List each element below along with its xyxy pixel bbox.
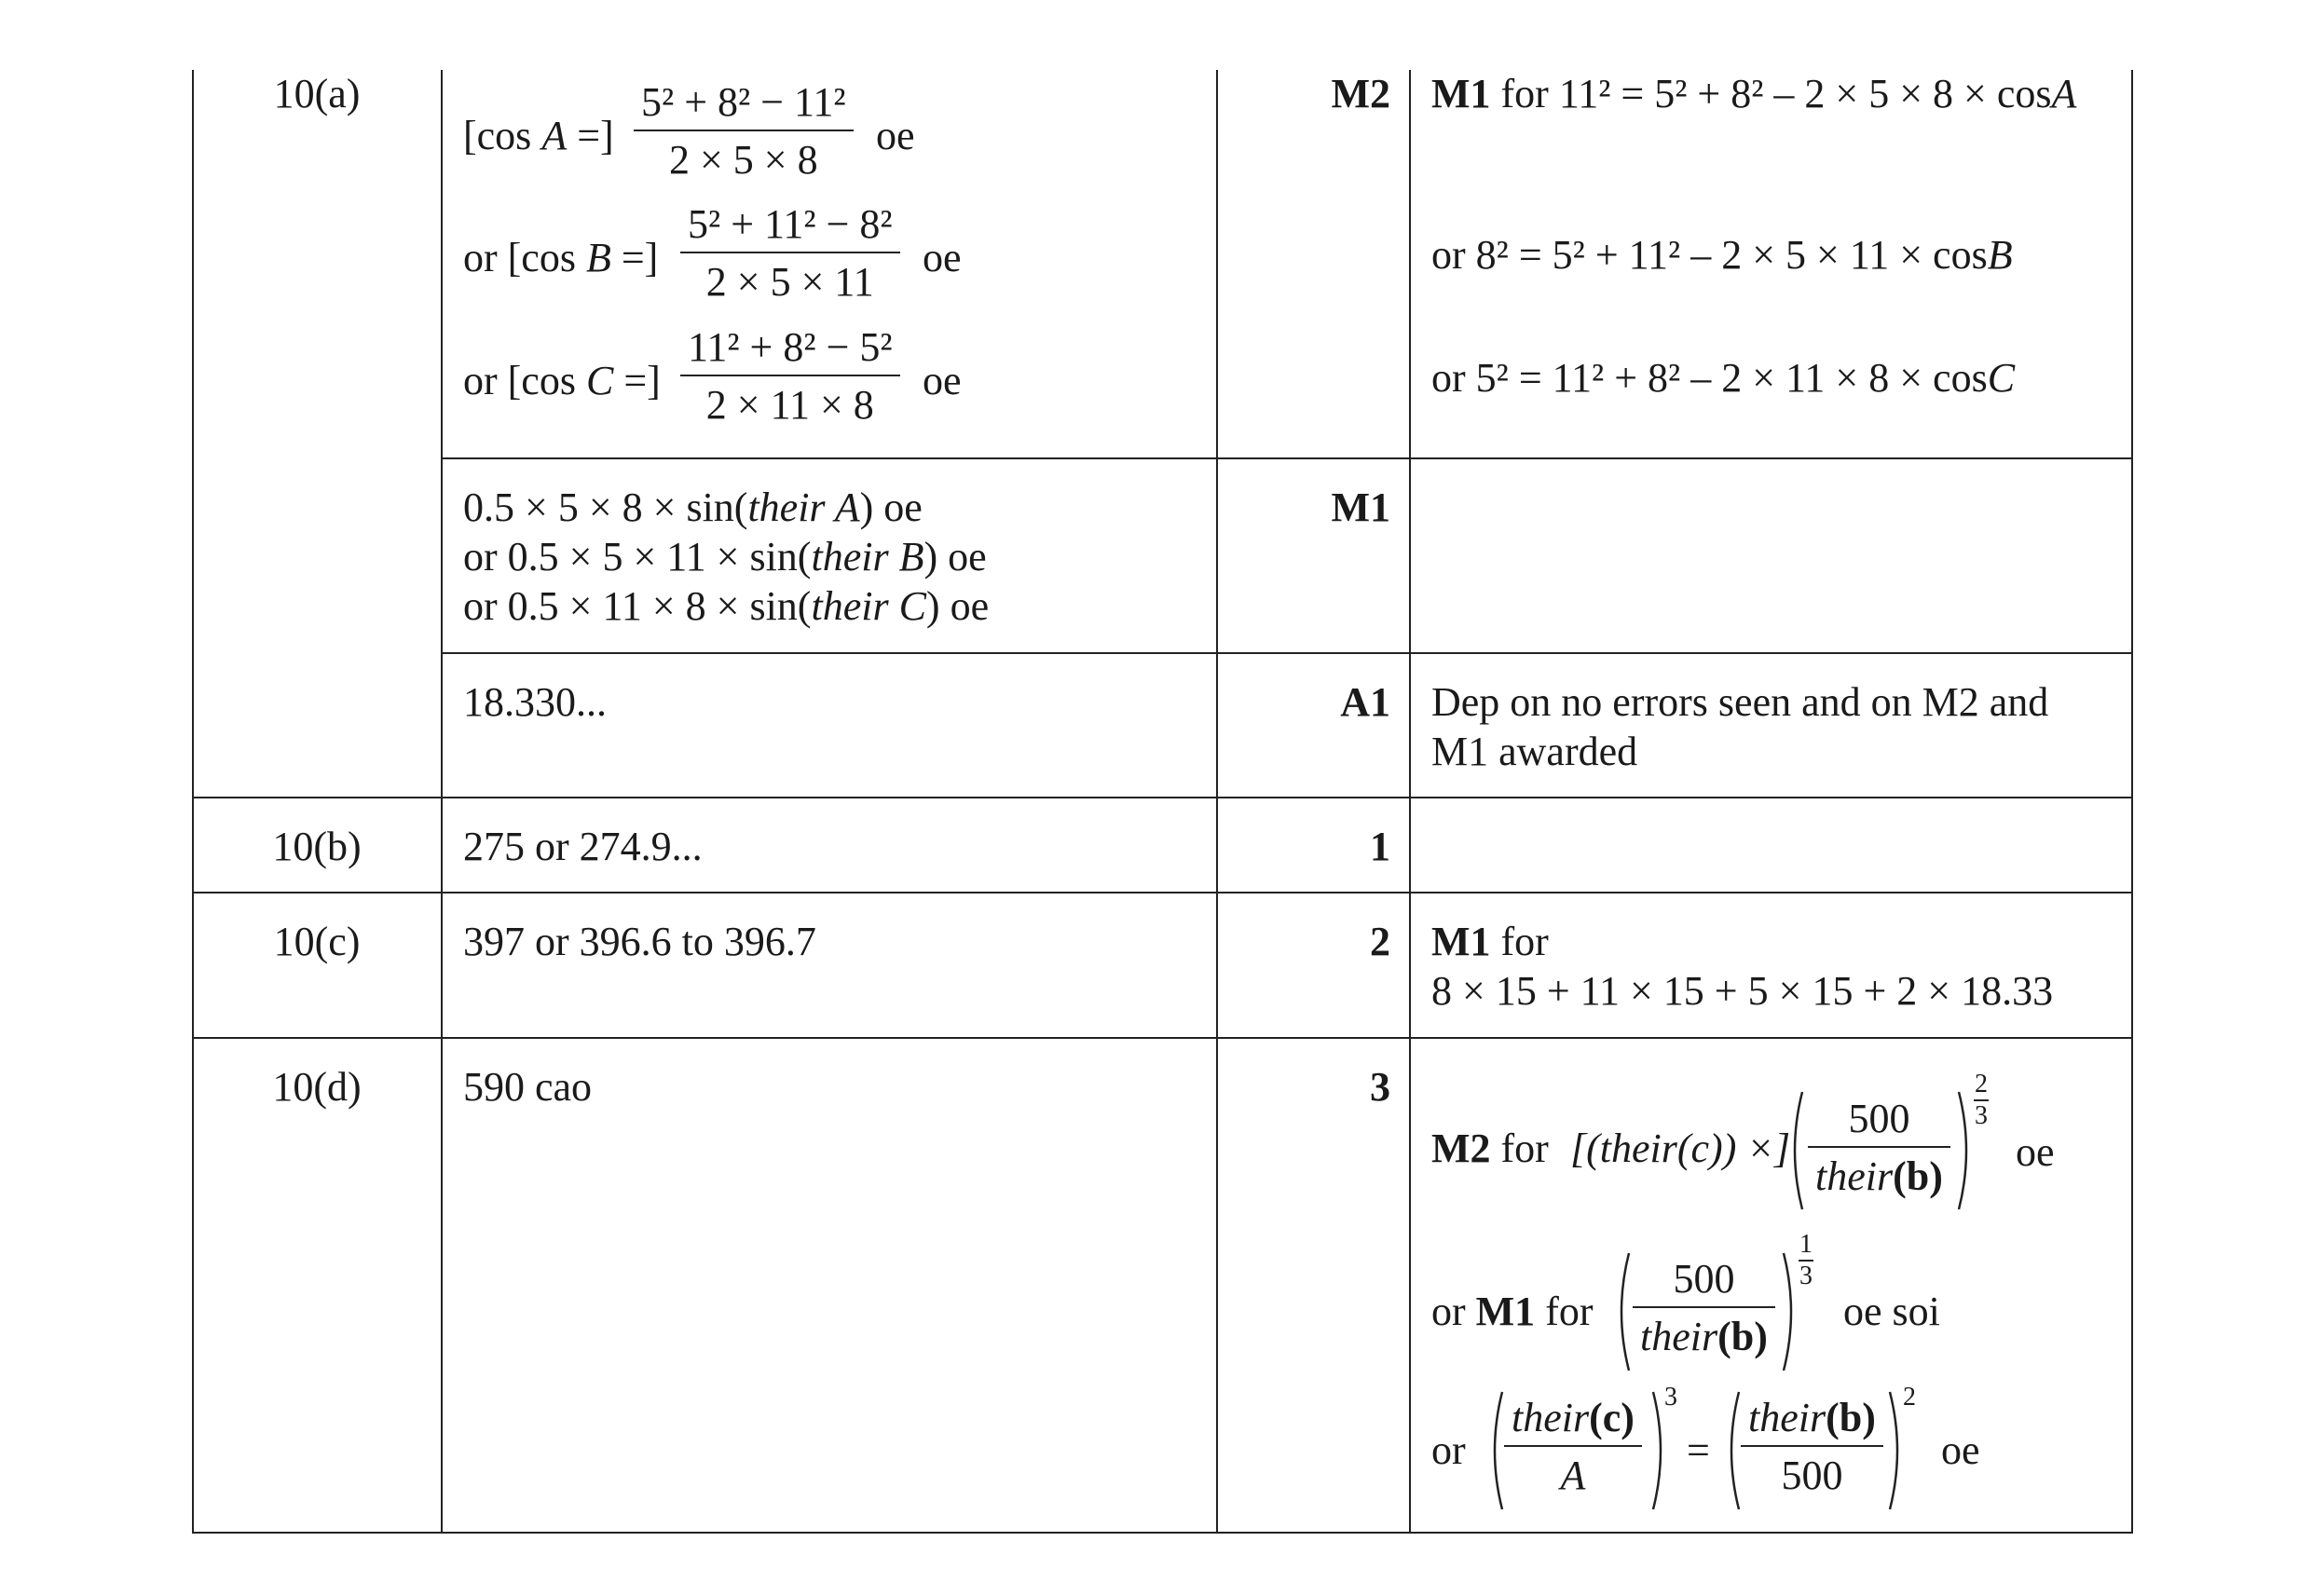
or-label: or [1431, 1427, 1466, 1473]
area-formula-b: or 0.5 × 5 × 11 × sin(their B) oe [463, 534, 987, 580]
left-parenthesis [1485, 1390, 1506, 1511]
column-divider-answer [441, 70, 443, 1534]
ratio-c-over-a-fraction: their(c) A [1504, 1395, 1642, 1499]
mark-m2: M2 [1331, 71, 1390, 116]
column-divider-guidance [1409, 70, 1411, 1534]
answer-value: 397 or 396.6 to 396.7 [463, 919, 816, 964]
right-parenthesis [1955, 1090, 1976, 1211]
length-scale-fraction: 500 their(b) [1633, 1256, 1775, 1360]
mark-m1: M1 [1331, 484, 1390, 530]
cos-c-label: or [cos C =] [463, 358, 661, 403]
mark-value: 1 [1370, 824, 1390, 869]
row-divider-10a-1 [441, 457, 2133, 459]
table-bottom-border [192, 1532, 2133, 1534]
exponent-two-thirds: 2 3 [1975, 1070, 1988, 1130]
cos-a-fraction: 5² + 8² − 11² 2 × 5 × 8 [634, 79, 854, 184]
right-parenthesis [1780, 1251, 1800, 1372]
oe-label: oe [1941, 1427, 1980, 1473]
question-number: 10(a) [273, 71, 361, 116]
equals-sign: = [1687, 1427, 1710, 1473]
row-divider-10c [192, 892, 2133, 893]
exponent-three: 3 [1664, 1383, 1677, 1412]
area-formula-c: or 0.5 × 11 × 8 × sin(their C) oe [463, 583, 990, 629]
cos-c-fraction: 11² + 8² − 5² 2 × 11 × 8 [680, 324, 900, 429]
guidance-m2-label: M2 for [1431, 1125, 1549, 1171]
row-divider-10b [192, 797, 2133, 798]
exponent-two: 2 [1903, 1383, 1916, 1412]
oe-label: oe [923, 235, 962, 280]
answer-value: 18.330... [463, 679, 607, 725]
cos-b-fraction: 5² + 11² − 8² 2 × 5 × 11 [680, 201, 900, 306]
question-number: 10(b) [272, 824, 362, 869]
guidance-cosine-rule-b: or 8² = 5² + 11² – 2 × 5 × 11 × cosB [1431, 232, 2013, 278]
left-parenthesis [1785, 1090, 1806, 1211]
answer-value: 275 or 274.9... [463, 824, 703, 869]
table-right-border [2131, 70, 2133, 1534]
question-number: 10(d) [272, 1064, 362, 1110]
answer-value: 590 cao [463, 1064, 593, 1110]
oe-soi-label: oe soi [1843, 1289, 1940, 1334]
guidance-m1-label: or M1 for [1431, 1289, 1594, 1334]
ratio-b-over-500-fraction: their(b) 500 [1741, 1395, 1883, 1499]
mark-value: 3 [1370, 1064, 1390, 1110]
volume-scale-fraction: 500 their(b) [1808, 1096, 1950, 1200]
exponent-one-third: 1 3 [1799, 1230, 1813, 1290]
area-formula-a: 0.5 × 5 × 8 × sin(their A) oe [463, 484, 923, 530]
guidance-surface-area: M1 for [1431, 919, 1549, 964]
cos-a-label: [cos A =] [463, 113, 614, 158]
guidance-surface-area-sum: 8 × 15 + 11 × 15 + 5 × 15 + 2 × 18.33 [1431, 968, 2054, 1014]
question-number: 10(c) [273, 919, 361, 964]
row-divider-10d [192, 1037, 2133, 1039]
guidance-dependency-line1: Dep on no errors seen and on M2 and [1431, 679, 2049, 725]
guidance-their-c-bracket: [(their(c)) ×] [1570, 1125, 1791, 1171]
row-divider-10a-2 [441, 652, 2133, 654]
oe-label: oe [923, 358, 962, 403]
mark-a1: A1 [1340, 679, 1390, 725]
guidance-cosine-rule-c: or 5² = 11² + 8² – 2 × 11 × 8 × cosC [1431, 355, 2016, 401]
left-parenthesis [1722, 1390, 1743, 1511]
left-parenthesis [1612, 1251, 1633, 1372]
mark-value: 2 [1370, 919, 1390, 964]
table-left-border [192, 70, 194, 1534]
cos-b-label: or [cos B =] [463, 235, 659, 280]
column-divider-marks [1216, 70, 1218, 1534]
oe-label: oe [876, 113, 915, 158]
guidance-cosine-rule-a: M1 for 11² = 5² + 8² – 2 × 5 × 8 × cosA [1431, 71, 2077, 116]
guidance-dependency-line2: M1 awarded [1431, 729, 1638, 774]
oe-label: oe [2016, 1129, 2055, 1175]
